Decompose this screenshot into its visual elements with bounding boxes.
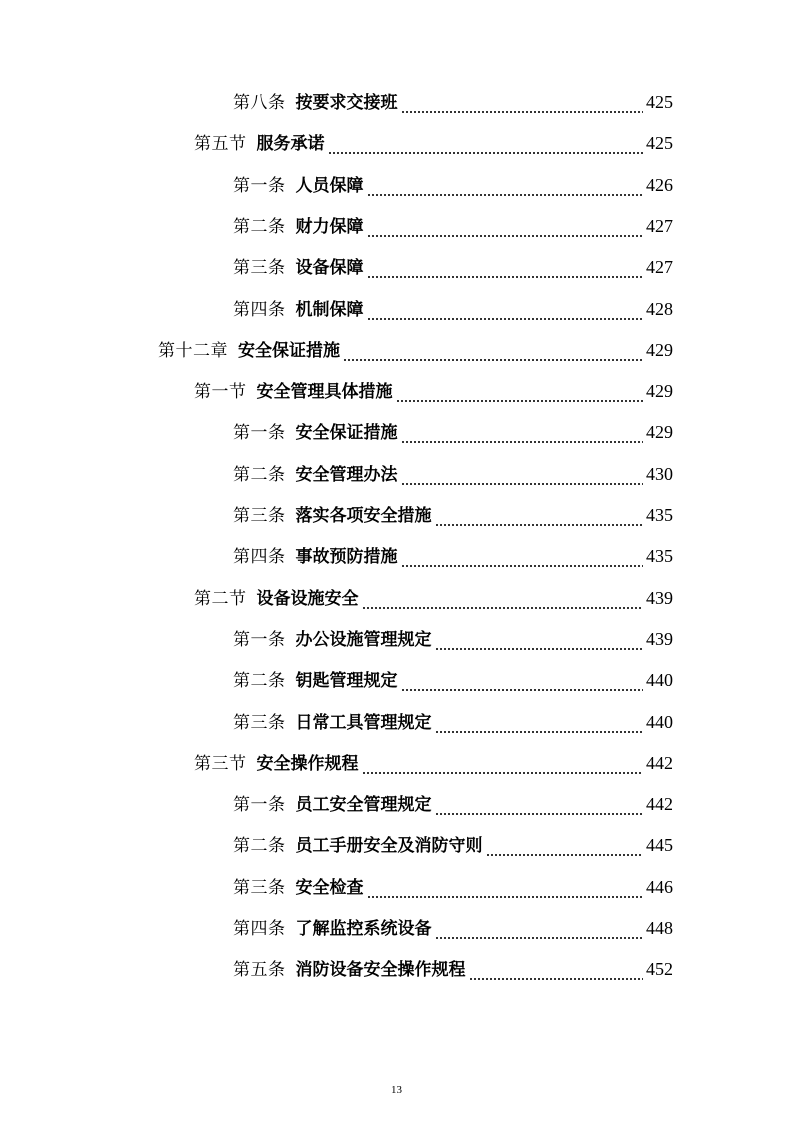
toc-entry-article[interactable] xyxy=(233,418,673,446)
dot-leader xyxy=(435,722,644,734)
toc-entry-page: 427 xyxy=(646,257,673,278)
toc-entry-article[interactable] xyxy=(233,955,673,983)
toc-entry-number: 第一条 xyxy=(233,423,286,444)
toc-entry-number: 第一条 xyxy=(233,795,286,816)
toc-entry-page: 429 xyxy=(646,339,673,360)
dot-leader xyxy=(401,432,644,444)
toc-entry-title: 安全管理办法 xyxy=(295,464,398,485)
toc-entry-article[interactable] xyxy=(233,295,673,323)
toc-entry-number: 第二条 xyxy=(233,836,286,857)
toc-entry-title: 服务承诺 xyxy=(256,134,325,155)
dot-leader xyxy=(343,350,643,362)
dot-leader xyxy=(367,226,644,238)
toc-entry-number: 第四条 xyxy=(233,299,286,320)
toc-entry-number: 第四条 xyxy=(233,919,286,939)
toc-entry-page: 446 xyxy=(646,876,673,897)
toc-entry-title: 设备保障 xyxy=(295,258,364,279)
toc-entry-section[interactable] xyxy=(194,129,673,157)
toc-entry-title: 钥匙管理规定 xyxy=(295,671,398,692)
toc-entry-article[interactable] xyxy=(233,873,673,901)
dot-leader xyxy=(435,639,644,651)
dot-leader xyxy=(486,845,644,857)
dot-leader xyxy=(367,267,644,279)
toc-entry-page: 428 xyxy=(646,298,673,319)
toc-entry-article[interactable] xyxy=(233,253,673,281)
toc-entry-title: 机制保障 xyxy=(295,299,364,320)
page-number: 13 xyxy=(391,1084,402,1096)
toc-entry-title: 办公设施管理规定 xyxy=(295,629,432,650)
toc-entry-number: 第三条 xyxy=(233,506,286,526)
toc-entry-page: 425 xyxy=(646,92,673,112)
toc-entry-article[interactable] xyxy=(233,831,673,859)
toc-entry-page: 452 xyxy=(646,959,673,980)
toc-entry-page: 440 xyxy=(646,670,673,691)
toc-entry-page: 448 xyxy=(646,918,673,938)
toc-entry-number: 第一条 xyxy=(233,175,286,196)
toc-entry-number: 第二条 xyxy=(233,671,286,692)
toc-entry-number: 第八条 xyxy=(233,93,286,113)
toc-entry-page: 435 xyxy=(646,546,673,567)
toc-entry-section[interactable] xyxy=(194,749,673,777)
toc-entry-page: 445 xyxy=(646,835,673,856)
dot-leader xyxy=(396,391,644,403)
toc-entry-page: 439 xyxy=(646,628,673,649)
toc-entry-title: 安全管理具体措施 xyxy=(256,382,393,403)
toc-entry-title: 财力保障 xyxy=(295,216,364,237)
toc-entry-page: 442 xyxy=(646,752,673,773)
toc-entry-page: 425 xyxy=(646,133,673,154)
dot-leader xyxy=(362,598,644,610)
toc-entry-number: 第一节 xyxy=(194,382,247,403)
toc-entry-title: 人员保障 xyxy=(295,175,364,196)
toc-entry-page: 442 xyxy=(646,794,673,815)
toc-entry-page: 429 xyxy=(646,381,673,402)
toc-entry-number: 第三条 xyxy=(233,258,286,279)
toc-entry-title: 落实各项安全措施 xyxy=(295,506,432,526)
dot-leader xyxy=(401,680,644,692)
toc-entry-number: 第四条 xyxy=(233,547,286,568)
toc-entry-title: 日常工具管理规定 xyxy=(295,712,432,733)
toc-entry-number: 第五节 xyxy=(194,134,247,155)
dot-leader xyxy=(435,515,644,527)
toc-entry-article[interactable] xyxy=(233,460,673,488)
toc-entry-article[interactable] xyxy=(233,212,673,240)
toc-entry-article[interactable] xyxy=(233,625,673,653)
toc-entry-article[interactable] xyxy=(233,171,673,199)
toc-entry-article[interactable] xyxy=(233,914,673,942)
toc-entry-title: 消防设备安全操作规程 xyxy=(295,960,466,981)
dot-leader xyxy=(362,763,644,775)
toc-entry-page: 435 xyxy=(646,505,673,525)
toc-entry-number: 第五条 xyxy=(233,960,286,981)
toc-entry-title: 安全检查 xyxy=(295,877,364,898)
toc-entry-page: 439 xyxy=(646,587,673,608)
toc-entry-number: 第三节 xyxy=(194,753,247,774)
toc-entry-article[interactable] xyxy=(233,501,673,529)
toc-entry-article[interactable] xyxy=(233,666,673,694)
toc-entry-article[interactable] xyxy=(233,542,673,570)
dot-leader xyxy=(401,102,644,114)
toc-entry-number: 第十二章 xyxy=(158,340,228,361)
dot-leader xyxy=(401,474,644,486)
toc-entry-title: 安全操作规程 xyxy=(256,753,359,774)
toc-entry-title: 安全保证措施 xyxy=(295,423,398,444)
dot-leader xyxy=(367,887,644,899)
toc-entry-section[interactable] xyxy=(194,377,673,405)
toc-entry-number: 第三条 xyxy=(233,877,286,898)
toc-entry-article[interactable] xyxy=(233,790,673,818)
toc-entry-title: 员工安全管理规定 xyxy=(295,795,432,816)
toc-entry-page: 430 xyxy=(646,463,673,484)
toc-entry-chapter[interactable] xyxy=(158,336,673,364)
toc-entry-number: 第一条 xyxy=(233,629,286,650)
toc-entry-page: 429 xyxy=(646,422,673,443)
toc-entry-title: 按要求交接班 xyxy=(295,93,398,113)
toc-entry-page: 427 xyxy=(646,215,673,236)
toc-entry-page: 426 xyxy=(646,174,673,195)
toc-entry-section[interactable] xyxy=(194,584,673,612)
dot-leader xyxy=(435,928,644,940)
toc-entry-title: 设备设施安全 xyxy=(256,588,359,609)
dot-leader xyxy=(401,556,644,568)
toc-entry-number: 第三条 xyxy=(233,712,286,733)
toc-entry-number: 第二条 xyxy=(233,464,286,485)
dot-leader xyxy=(435,804,644,816)
dot-leader xyxy=(367,185,644,197)
toc-entry-title: 了解监控系统设备 xyxy=(295,919,432,939)
toc-entry-page: 440 xyxy=(646,711,673,732)
toc-entry-title: 员工手册安全及消防守则 xyxy=(295,836,483,857)
toc-entry-article[interactable] xyxy=(233,88,673,116)
toc-entry-number: 第二节 xyxy=(194,588,247,609)
dot-leader xyxy=(328,143,644,155)
dot-leader xyxy=(469,969,644,981)
toc-entry-title: 安全保证措施 xyxy=(238,340,340,361)
toc-entry-number: 第二条 xyxy=(233,216,286,237)
toc-entry-title: 事故预防措施 xyxy=(295,547,398,568)
dot-leader xyxy=(367,309,644,321)
toc-entry-article[interactable] xyxy=(233,708,673,736)
